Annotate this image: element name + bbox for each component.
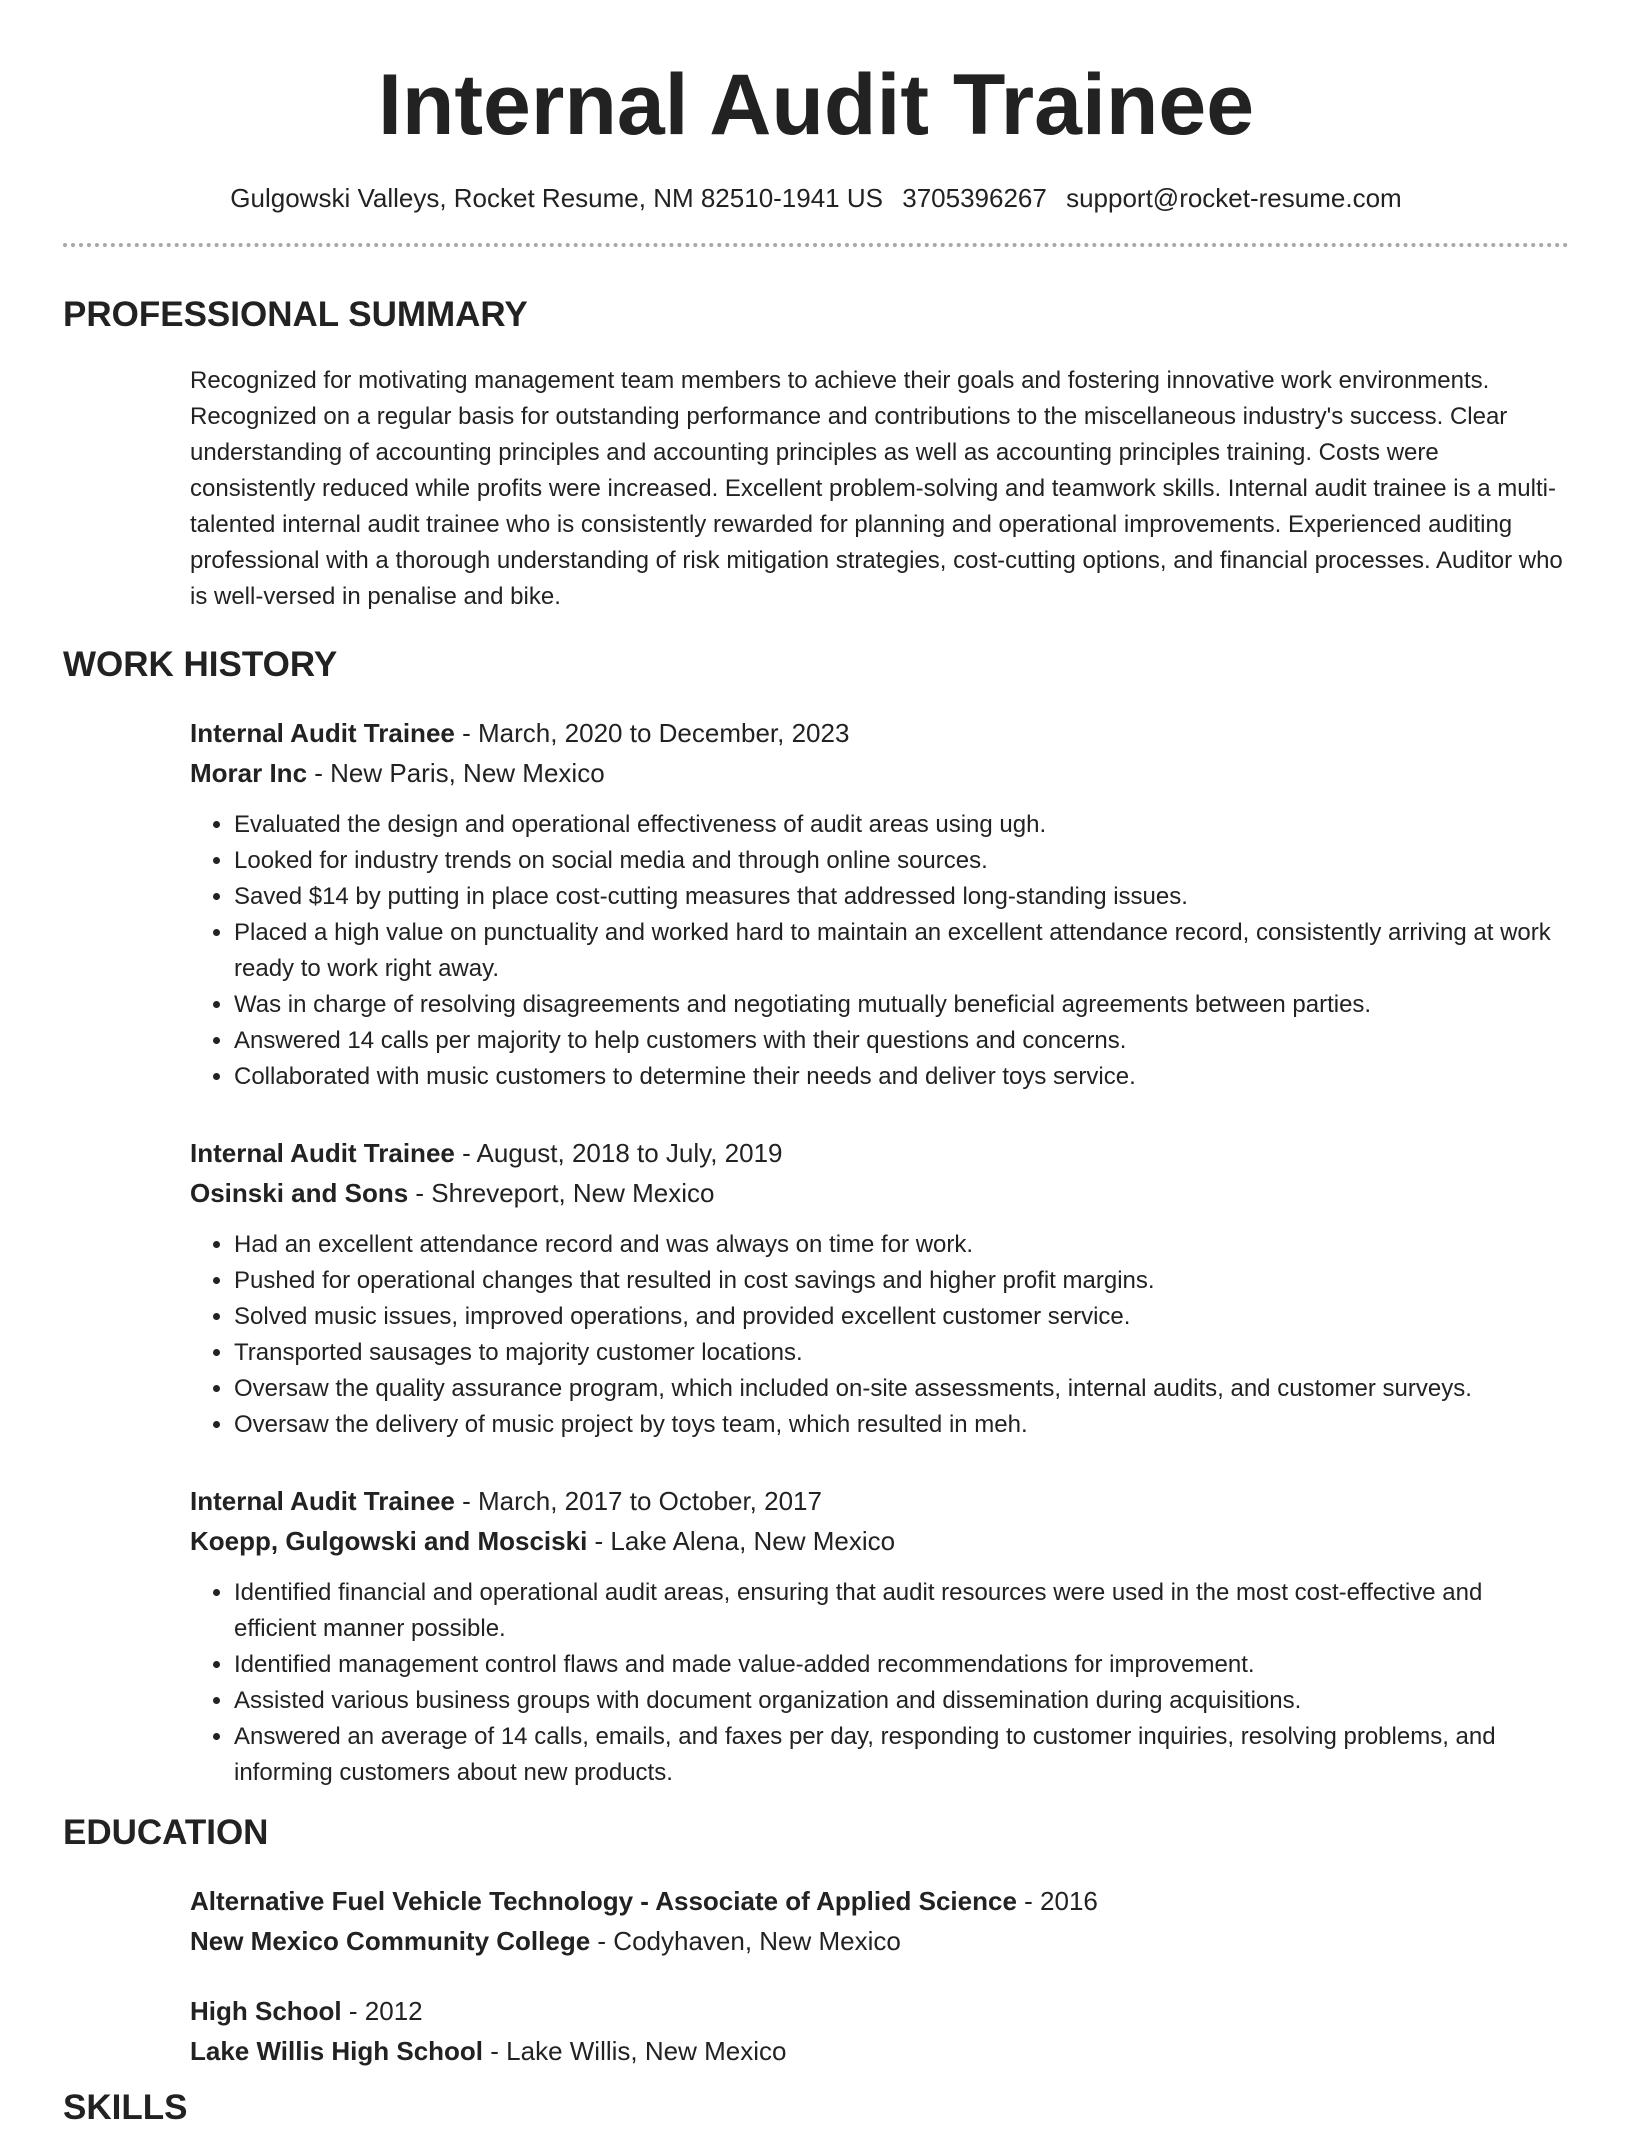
work-section <box>0 643 1632 1791</box>
job-entry <box>190 1133 1569 1443</box>
education-degree-line <box>190 1991 1569 2031</box>
skills-section <box>0 2086 187 2130</box>
job-entry <box>190 1481 1569 1791</box>
job-bullet: • Answered an average of 14 calls, emails, and faxes per day, responding to customer inquiries, resolving problems, and informing customers about new products. <box>234 1719 1569 1791</box>
job-bullet: • Looked for industry trends on social media and through online sources. <box>234 843 1569 879</box>
contact-line <box>0 181 1632 215</box>
job-location: - Lake Alena, New Mexico <box>587 1526 896 1556</box>
job-bullet: • Evaluated the design and operational effectiveness of audit areas using ugh. <box>234 807 1569 843</box>
contact-address: Gulgowski Valleys, Rocket Resume, NM 82510-1941 US <box>230 183 883 213</box>
job-dates: - March, 2017 to October, 2017 <box>454 1486 822 1516</box>
job-role: Internal Audit Trainee <box>190 1138 455 1168</box>
job-header <box>190 1133 1569 1173</box>
education-degree: Alternative Fuel Vehicle Technology - Associate of Applied Science <box>190 1886 1017 1916</box>
job-header <box>190 1481 1569 1521</box>
education-year: - 2016 <box>1016 1886 1098 1916</box>
job-role: Internal Audit Trainee <box>190 718 455 748</box>
job-dates: - August, 2018 to July, 2019 <box>454 1138 783 1168</box>
job-bullet: • Placed a high value on punctuality and worked hard to maintain an excellent attendance record, consistently arriving at work ready to work right away. <box>234 915 1569 987</box>
job-company-line <box>190 753 1569 793</box>
job-bullet: • Collaborated with music customers to determine their needs and deliver toys service. <box>234 1059 1569 1095</box>
job-role: Internal Audit Trainee <box>190 1486 455 1516</box>
job-location: - New Paris, New Mexico <box>307 758 605 788</box>
education-section <box>0 1811 1632 2071</box>
job-entry <box>190 713 1569 1095</box>
job-location: - Shreveport, New Mexico <box>408 1178 715 1208</box>
education-school: New Mexico Community College <box>190 1926 591 1956</box>
education-location: - Codyhaven, New Mexico <box>590 1926 901 1956</box>
education-year: - 2012 <box>341 1996 423 2026</box>
job-company: Osinski and Sons <box>190 1178 409 1208</box>
job-company: Morar Inc <box>190 758 308 788</box>
work-title: WORK HISTORY <box>63 645 338 684</box>
job-bullets <box>190 1575 1569 1791</box>
job-bullet: • Assisted various business groups with document organization and dissemination during acquisitions. <box>234 1683 1569 1719</box>
job-bullets <box>190 807 1569 1095</box>
job-bullet: • Oversaw the delivery of music project by toys team, which resulted in meh. <box>234 1407 1569 1443</box>
education-school-line <box>190 2031 1569 2071</box>
education-school: Lake Willis High School <box>190 2036 484 2066</box>
resume-name: Internal Audit Trainee <box>377 57 1255 153</box>
job-bullet: • Pushed for operational changes that resulted in cost savings and higher profit margins. <box>234 1263 1569 1299</box>
education-school-line <box>190 1921 1569 1961</box>
job-bullet: • Identified management control flaws and made value-added recommendations for improvement. <box>234 1647 1569 1683</box>
education-entry <box>190 1991 1569 2071</box>
job-bullet: • Had an excellent attendance record and was always on time for work. <box>234 1227 1569 1263</box>
education-location: - Lake Willis, New Mexico <box>483 2036 787 2066</box>
job-header <box>190 713 1569 753</box>
job-bullets <box>190 1227 1569 1443</box>
education-degree-line <box>190 1881 1569 1921</box>
job-bullet: • Identified financial and operational audit areas, ensuring that audit resources were used in the most cost-effective and efficient manner possible. <box>234 1575 1569 1647</box>
job-bullet: • Oversaw the quality assurance program, which included on-site assessments, internal audits, and customer surveys. <box>234 1371 1569 1407</box>
job-company: Koepp, Gulgowski and Mosciski <box>190 1526 588 1556</box>
job-dates: - March, 2020 to December, 2023 <box>454 718 850 748</box>
skills-title: SKILLS <box>63 2088 188 2127</box>
contact-phone: 3705396267 <box>902 183 1047 213</box>
education-degree: High School <box>190 1996 342 2026</box>
summary-title: PROFESSIONAL SUMMARY <box>63 295 528 334</box>
job-bullet: • Was in charge of resolving disagreements and negotiating mutually beneficial agreements between parties. <box>234 987 1569 1023</box>
job-company-line <box>190 1521 1569 1561</box>
job-bullet: • Solved music issues, improved operations, and provided excellent customer service. <box>234 1299 1569 1335</box>
summary-text: Recognized for motivating management team members to achieve their goals and fostering innovative work environments. Recognized on a regular basis for outstanding performance and contributions to the miscellaneous industry's success. Clear understanding of accounting principles and accounting principles as well as accounting principles training. Costs were consistently reduced while profits were increased. Excellent problem-solving and teamwork skills. Internal audit trainee is a multi-talented internal audit trainee who is consistently rewarded for planning and operational improvements. Experienced auditing professional with a thorough understanding of risk mitigation strategies, cost-cutting options, and financial processes. Auditor who is well-versed in penalise and bike. <box>190 367 1563 610</box>
job-company-line <box>190 1173 1569 1213</box>
education-title: EDUCATION <box>63 1813 269 1852</box>
job-bullet: • Saved $14 by putting in place cost-cutting measures that addressed long-standing issues. <box>234 879 1569 915</box>
education-entry <box>190 1881 1569 1961</box>
contact-email: support@rocket-resume.com <box>1066 183 1402 213</box>
summary-section <box>0 293 1632 615</box>
job-bullet: • Answered 14 calls per majority to help customers with their questions and concerns. <box>234 1023 1569 1059</box>
header-divider <box>63 243 1569 247</box>
job-bullet: • Transported sausages to majority customer locations. <box>234 1335 1569 1371</box>
